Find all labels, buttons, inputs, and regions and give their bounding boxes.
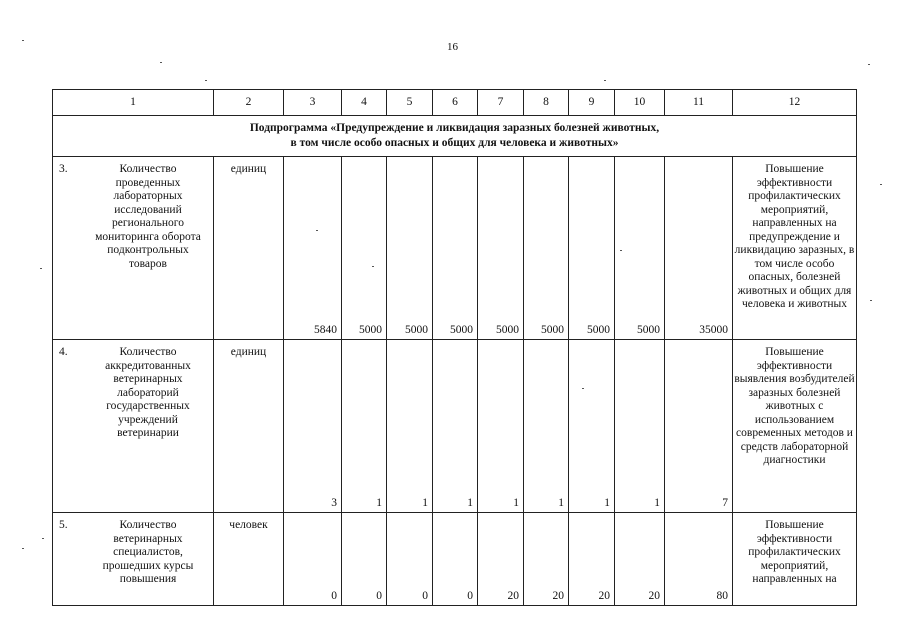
column-number: 3 [284, 90, 342, 116]
value-cell: 1 [478, 340, 524, 513]
table-row [53, 157, 857, 340]
scan-speck [620, 250, 622, 251]
column-number: 9 [569, 90, 615, 116]
indicator-name-cell [53, 340, 214, 513]
value-cell: 1 [342, 340, 387, 513]
scan-speck [372, 266, 374, 267]
note-cell: Повышение эффективности выявления возбудителей заразных болезней животных с использованием современных методов и средств лабораторной диагностики [733, 340, 857, 513]
column-number: 7 [478, 90, 524, 116]
value-cell: 5000 [342, 157, 387, 340]
indicator-name: Количество ветеринарных специалистов, прошедших курсы повышения [102, 519, 194, 585]
value-cell: 20 [478, 513, 524, 606]
unit-cell: единиц [214, 157, 284, 340]
value-cell: 1 [524, 340, 569, 513]
value-cell: 20 [524, 513, 569, 606]
column-number: 5 [387, 90, 433, 116]
subprogram-title-line1: Подпрограмма «Предупреждение и ликвидация заразных болезней животных, [249, 122, 660, 134]
value-cell: 5000 [478, 157, 524, 340]
scan-speck [42, 538, 44, 539]
scan-speck [40, 268, 42, 269]
scan-speck [868, 64, 870, 65]
unit-cell: единиц [214, 340, 284, 513]
value-cell: 0 [433, 513, 478, 606]
scan-speck [604, 80, 606, 81]
value-cell: 5000 [569, 157, 615, 340]
note-cell: Повышение эффективности профилактических мероприятий, направленных на предупреждение и ликвидацию заразных, в том числе особо опасных, болезней животных и общих для человека и животных [733, 157, 857, 340]
table-row [53, 513, 857, 606]
value-cell: 5840 [284, 157, 342, 340]
value-cell: 3 [284, 340, 342, 513]
value-cell: 0 [284, 513, 342, 606]
column-number: 6 [433, 90, 478, 116]
scan-speck [22, 548, 24, 549]
column-number: 12 [733, 90, 857, 116]
value-cell: 5000 [387, 157, 433, 340]
value-cell: 5000 [615, 157, 665, 340]
scan-speck [880, 184, 882, 185]
subprogram-row [53, 116, 857, 157]
column-number: 1 [53, 90, 214, 116]
value-cell: 1 [387, 340, 433, 513]
table-row [53, 340, 857, 513]
page-number: 16 [447, 41, 458, 53]
scan-speck [582, 388, 584, 389]
column-numbers-row [53, 90, 857, 116]
total-cell: 35000 [665, 157, 733, 340]
column-number: 4 [342, 90, 387, 116]
value-cell: 0 [387, 513, 433, 606]
value-cell: 5000 [433, 157, 478, 340]
row-number: 3. [59, 163, 68, 175]
unit-cell: человек [214, 513, 284, 606]
value-cell: 0 [342, 513, 387, 606]
scan-speck [160, 62, 162, 63]
indicator-name: Количество проведенных лабораторных исследований регионального мониторинга оборота подконтрольных товаров [95, 163, 201, 270]
column-number: 8 [524, 90, 569, 116]
value-cell: 1 [615, 340, 665, 513]
indicator-table [52, 89, 857, 606]
note-cell: Повышение эффективности профилактических мероприятий, направленных на [733, 513, 857, 606]
indicator-name: Количество аккредитованных ветеринарных лабораторий государственных учреждений ветеринарии [105, 346, 191, 439]
value-cell: 20 [569, 513, 615, 606]
value-cell: 20 [615, 513, 665, 606]
column-number: 11 [665, 90, 733, 116]
column-number: 2 [214, 90, 284, 116]
subprogram-title [53, 116, 857, 157]
total-cell: 80 [665, 513, 733, 606]
value-cell: 1 [433, 340, 478, 513]
total-cell: 7 [665, 340, 733, 513]
subprogram-title-line2: в том числе особо опасных и общих для человека и животных» [290, 137, 619, 149]
value-cell: 1 [569, 340, 615, 513]
column-number: 10 [615, 90, 665, 116]
row-number: 4. [59, 346, 68, 358]
indicator-name-cell [53, 513, 214, 606]
scan-speck [205, 80, 207, 81]
scan-speck [870, 300, 872, 301]
row-number: 5. [59, 519, 68, 531]
indicator-name-cell [53, 157, 214, 340]
scan-speck [22, 40, 24, 41]
scan-speck [316, 230, 318, 231]
value-cell: 5000 [524, 157, 569, 340]
